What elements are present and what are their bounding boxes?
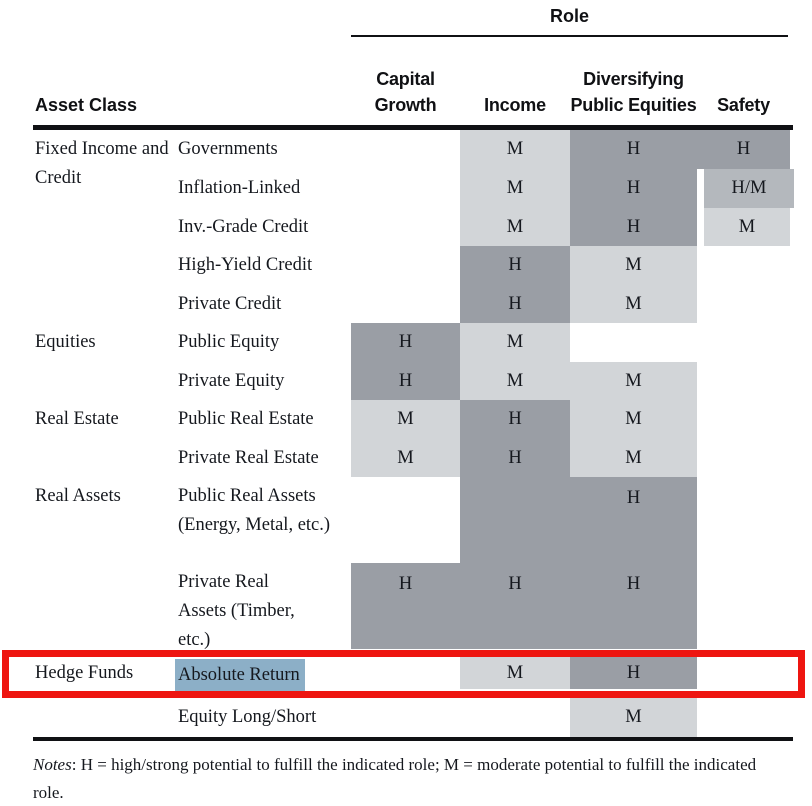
asset-name-label: Private Equity	[178, 371, 285, 391]
role-cell-diversifying: H	[570, 563, 697, 649]
asset-name-label: Private Credit	[178, 294, 282, 314]
role-cell-diversifying: M	[570, 400, 697, 439]
column-header-income: Income	[484, 95, 546, 115]
asset-name-label: Inflation-Linked	[178, 178, 301, 198]
asset-name-label: Private Real Assets (Timber, etc.)	[178, 572, 295, 650]
table-row	[0, 439, 812, 477]
asset-category-label: Hedge Funds	[35, 663, 134, 683]
table-row	[0, 323, 812, 362]
asset-name-label: Inv.-Grade Credit	[178, 217, 309, 237]
column-header-safety: Safety	[717, 95, 770, 115]
table-bottom-rule	[33, 737, 793, 741]
asset-name-label: High-Yield Credit	[178, 255, 313, 275]
asset-name-label: Public Real Assets (Energy, Metal, etc.)	[178, 486, 331, 535]
table-row	[0, 477, 812, 563]
role-cell-diversifying: H	[570, 130, 697, 169]
role-cell-safety: H	[697, 130, 790, 169]
role-cell-diversifying: M	[570, 285, 697, 323]
role-cell-diversifying: H	[570, 169, 697, 208]
asset-category-label: Fixed Income and Credit	[35, 139, 169, 188]
asset-category-label: Real Assets	[35, 486, 121, 506]
role-cell-diversifying: H	[570, 208, 697, 246]
role-cell-safety: M	[704, 208, 790, 246]
role-underline-rule	[351, 35, 788, 37]
role-cell-income: H	[460, 400, 570, 439]
table-row	[0, 362, 812, 400]
role-cell-diversifying: M	[570, 698, 697, 737]
role-cell-capital-growth: M	[351, 439, 460, 477]
table-row	[0, 246, 812, 285]
role-cell-income: M	[460, 130, 570, 169]
role-cell-income: M	[460, 208, 570, 246]
role-cell-safety: H/M	[704, 169, 794, 208]
table-row	[0, 169, 812, 208]
asset-name-label: Private Real Estate	[178, 448, 319, 468]
role-cell-diversifying: M	[570, 246, 697, 285]
role-cell-capital-growth: M	[351, 400, 460, 439]
role-cell-income: M	[460, 362, 570, 400]
role-cell-income: M	[460, 323, 570, 362]
role-cell-income: H	[460, 439, 570, 477]
table-notes	[33, 751, 785, 806]
role-cell-income: M	[460, 657, 570, 689]
role-cell-diversifying: M	[570, 362, 697, 400]
column-header-capital-growth: Capital Growth	[374, 69, 437, 115]
table-row	[0, 208, 812, 246]
role-cell-income: H	[460, 285, 570, 323]
column-header-diversifying-public-equities: Diversifying Public Equities	[570, 69, 697, 115]
notes-body: : H = high/strong potential to fulfill the indicated role; M = moderate potential to fulfill the indicated role.	[33, 755, 757, 802]
role-cell-income	[460, 477, 570, 563]
role-cell-capital-growth: H	[351, 323, 460, 362]
role-cell-income: M	[460, 169, 570, 208]
asset-category-label: Equities	[35, 332, 96, 352]
table-row	[0, 400, 812, 439]
role-cell-income: H	[460, 246, 570, 285]
asset-name-label: Equity Long/Short	[178, 707, 317, 727]
table-row	[0, 285, 812, 323]
table-row	[0, 563, 812, 649]
red-annotation-box	[2, 650, 805, 698]
role-cell-income: H	[460, 563, 570, 649]
role-cell-capital-growth: H	[351, 563, 460, 649]
notes-prefix: Notes	[33, 755, 72, 774]
asset-name-label: Public Real Estate	[178, 409, 314, 429]
asset-category-label: Real Estate	[35, 409, 119, 429]
role-cell-diversifying: M	[570, 439, 697, 477]
selection-highlight: Absolute Return	[175, 659, 305, 693]
role-spanner-header: Role	[549, 6, 589, 26]
role-cell-capital-growth: H	[351, 362, 460, 400]
role-cell-diversifying: H	[570, 657, 697, 689]
table-row	[0, 698, 812, 737]
role-cell-diversifying: H	[570, 477, 697, 563]
asset-class-column-header: Asset Class	[35, 95, 138, 115]
asset-name-label: Governments	[178, 139, 278, 159]
asset-name-label: Public Equity	[178, 332, 280, 352]
